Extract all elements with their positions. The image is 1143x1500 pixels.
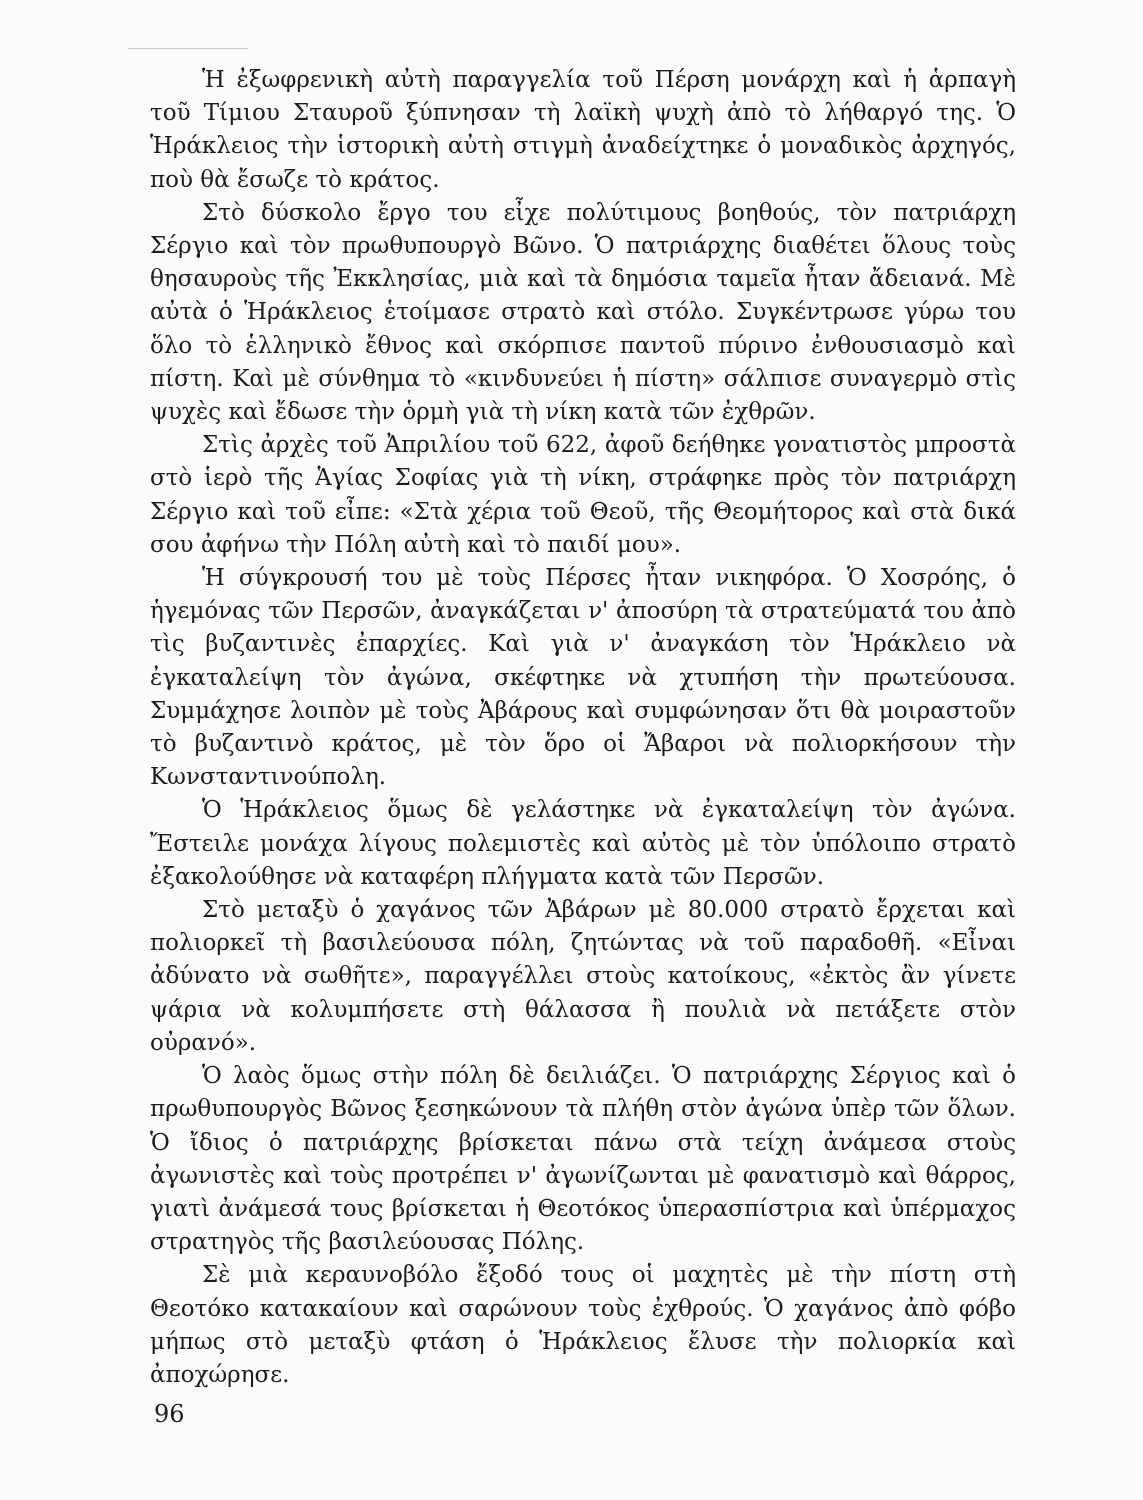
- paragraph: Στὸ δύσκολο ἔργο του εἶχε πολύτιμους βοηθούς, τὸν πατριάρχη Σέργιο καὶ τὸν πρωθυπουργὸ Βῶνο. Ὁ πατριάρχης διαθέτει ὅλους τοὺς θησαυροὺς τῆς Ἐκκλησίας, μιὰ καὶ τὰ δημόσια ταμεῖα ἦταν ἄδειανά. Μὲ αὐτὰ ὁ Ἡράκλειος ἑτοίμασε στρατὸ καὶ στόλο. Συγκέντρωσε γύρω του ὅλο τὸ ἑλληνικὸ ἔθνος καὶ σκόρπισε παντοῦ πύρινο ἐνθουσιασμὸ καὶ πίστη. Καὶ μὲ σύνθημα τὸ «κινδυνεύει ἡ πίστη» σάλπισε συναγερμὸ στὶς ψυχὲς καὶ ἔδωσε τὴν ὁρμὴ γιὰ τὴ νίκη κατὰ τῶν ἐχθρῶν.: [150, 199, 1016, 426]
- paragraph: Ὁ λαὸς ὅμως στὴν πόλη δὲ δειλιάζει. Ὁ πατριάρχης Σέργιος καὶ ὁ πρωθυπουργὸς Βῶνος ξεσηκώνουν τὰ πλήθη στὸν ἀγώνα ὑπὲρ τῶν ὅλων. Ὁ ἴδιος ὁ πατριάρχης βρίσκεται πάνω στὰ τείχη ἀνάμεσα στοὺς ἀγωνιστὲς καὶ τοὺς προτρέπει ν' ἀγωνίζωνται μὲ φανατισμὸ καὶ θάρρος, γιατὶ ἀνάμεσά τους βρίσκεται ἡ Θεοτόκος ὑπερασπίστρια καὶ ὑπέρμαχος στρατηγὸς τῆς βασιλεύουσας Πόλης.: [150, 1063, 1016, 1256]
- paragraph: Στὸ μεταξὺ ὁ χαγάνος τῶν Ἀβάρων μὲ 80.000 στρατὸ ἔρχεται καὶ πολιορκεῖ τὴ βασιλεύουσα πόλη, ζητώντας νὰ τοῦ παραδοθῆ. «Εἶναι ἀδύνατο νὰ σωθῆτε», παραγγέλλει στοὺς κατοίκους, «ἐκτὸς ἂν γίνετε ψάρια νὰ κολυμπήσετε στὴ θάλασσα ἢ πουλιὰ νὰ πετάξετε στὸν οὐρανό».: [150, 897, 1016, 1056]
- page-corner-mark: [128, 48, 248, 49]
- page-number: 96: [154, 1400, 185, 1428]
- paragraph: Στὶς ἀρχὲς τοῦ Ἀπριλίου τοῦ 622, ἀφοῦ δεήθηκε γονατιστὸς μπροστὰ στὸ ἱερὸ τῆς Ἁγίας Σοφίας γιὰ τὴ νίκη, στράφηκε πρὸς τὸν πατριάρχη Σέργιο καὶ τοῦ εἶπε: «Στὰ χέρια τοῦ Θεοῦ, τῆς Θεομήτορος καὶ στὰ δικά σου ἀφήνω τὴν Πόλη αὐτὴ καὶ τὸ παιδί μου».: [150, 432, 1016, 558]
- paragraph: Ἡ ἐξωφρενικὴ αὐτὴ παραγγελία τοῦ Πέρση μονάρχη καὶ ἡ ἁρπαγὴ τοῦ Τίμιου Σταυροῦ ξύπνησαν τὴ λαϊκὴ ψυχὴ ἀπὸ τὸ λήθαργό της. Ὁ Ἡράκλειος τὴν ἱστορικὴ αὐτὴ στιγμὴ ἀναδείχτηκε ὁ μοναδικὸς ἀρχηγός, ποὺ θὰ ἔσωζε τὸ κράτος.: [150, 67, 1016, 193]
- paragraph: Ἡ σύγκρουσή του μὲ τοὺς Πέρσες ἦταν νικηφόρα. Ὁ Χοσρόης, ὁ ἡγεμόνας τῶν Περσῶν, ἀναγκάζεται ν' ἀποσύρη τὰ στρατεύματά του ἀπὸ τὶς βυζαντινὲς ἐπαρχίες. Καὶ γιὰ ν' ἀναγκάση τὸν Ἡράκλειο νὰ ἐγκαταλείψη τὸν ἀγώνα, σκέφτηκε νὰ χτυπήση τὴν πρωτεύουσα. Συμμάχησε λοιπὸν μὲ τοὺς Ἀβάρους καὶ συμφώνησαν ὅτι θὰ μοιραστοῦν τὸ βυζαντινὸ κράτος, μὲ τὸν ὅρο οἱ Ἄβαροι νὰ πολιορκήσουν τὴν Κωνσταντινούπολη.: [150, 565, 1016, 791]
- paragraph: Σὲ μιὰ κεραυνοβόλο ἔξοδό τους οἱ μαχητὲς μὲ τὴν πίστη στὴ Θεοτόκο κατακαίουν καὶ σαρώνουν τοὺς ἐχθρούς. Ὁ χαγάνος ἀπὸ φόβο μήπως στὸ μεταξὺ φτάση ὁ Ἡράκλειος ἔλυσε τὴν πολιορκία καὶ ἀποχώρησε.: [150, 1262, 1016, 1388]
- paragraph: Ὁ Ἡράκλειος ὅμως δὲ γελάστηκε νὰ ἐγκαταλείψη τὸν ἀγώνα. Ἔστειλε μονάχα λίγους πολεμιστὲς καὶ αὐτὸς μὲ τὸν ὑπόλοιπο στρατὸ ἐξακολούθησε νὰ καταφέρη πλήγματα κατὰ τῶν Περσῶν.: [150, 797, 1016, 890]
- body-text: [150, 64, 1016, 1392]
